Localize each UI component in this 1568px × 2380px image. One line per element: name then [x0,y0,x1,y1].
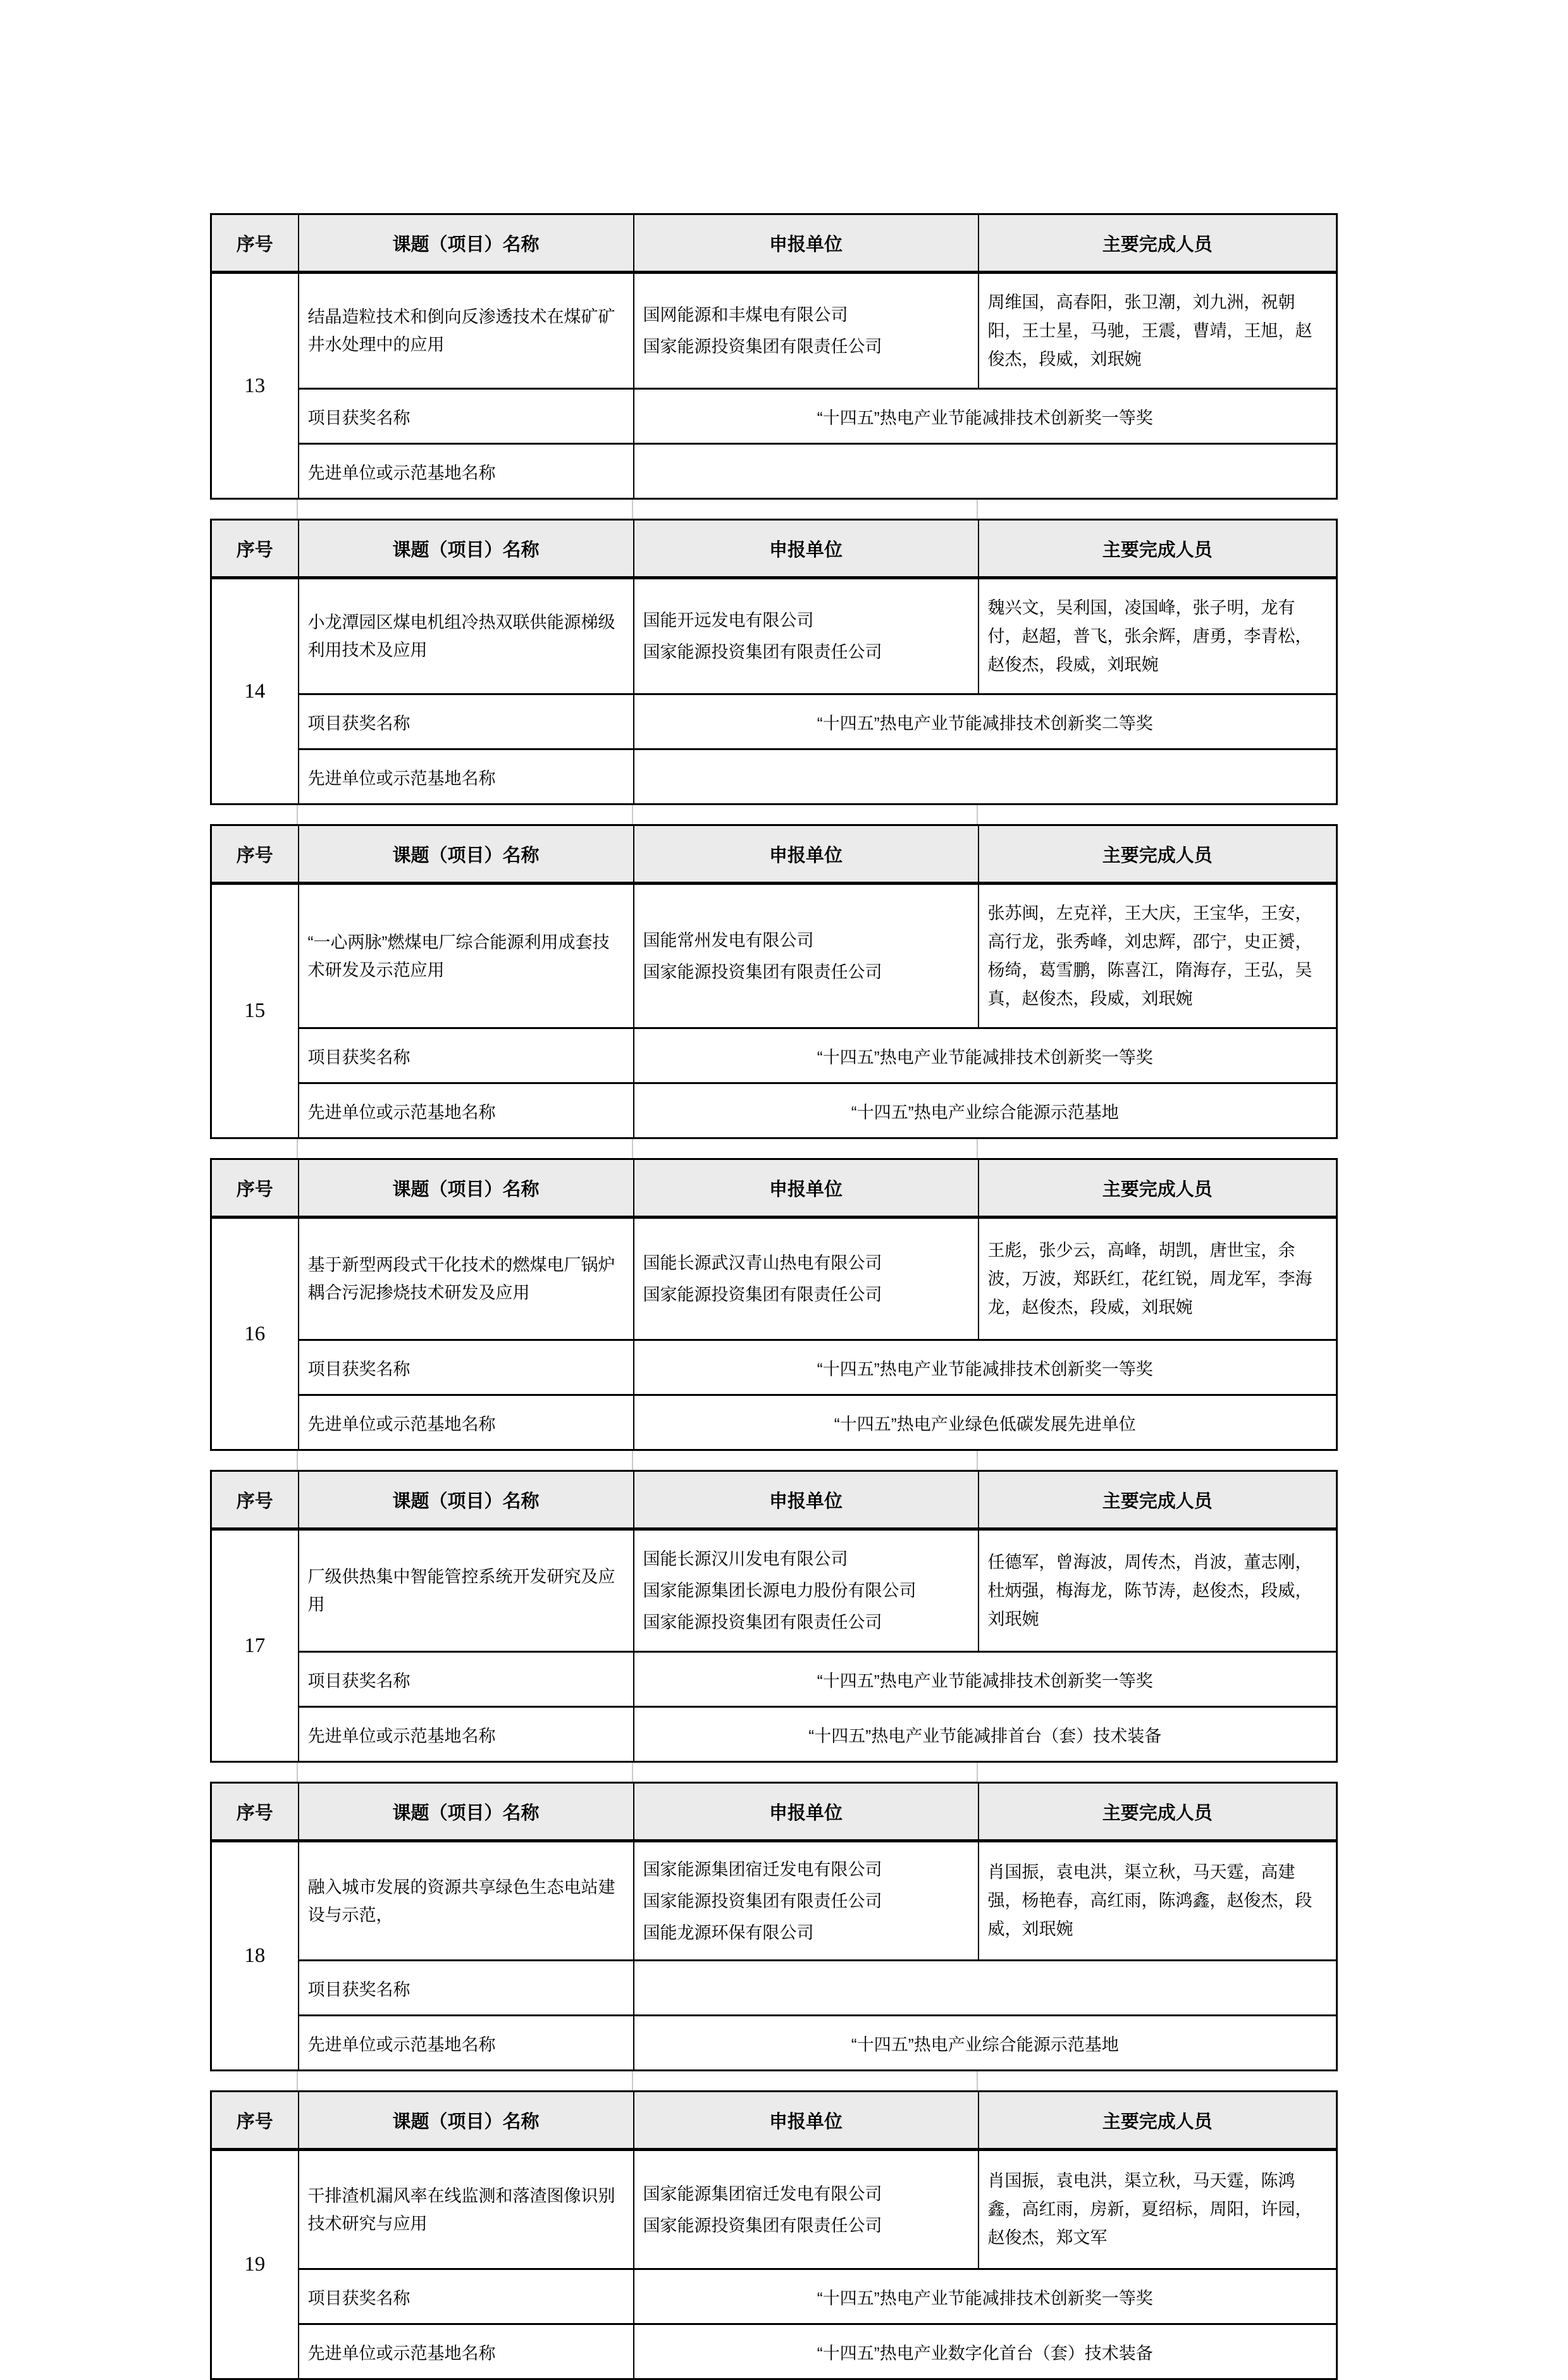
award-row-label: 项目获奖名称 [299,1961,634,2016]
company-line: 国家能源投资集团有限责任公司 [643,2216,882,2235]
advanced-name-cell: “十四五”热电产业绿色低碳发展先进单位 [634,1395,1337,1450]
header-serial: 序号 [211,825,299,884]
block-gap [210,2071,1336,2090]
header-serial: 序号 [211,2092,299,2150]
company-line: 国家能源投资集团有限责任公司 [643,1613,882,1632]
header-applicant: 申报单位 [634,2092,978,2150]
header-serial: 序号 [211,1159,299,1218]
company-line: 国网能源和丰煤电有限公司 [643,305,848,324]
award-row [211,1961,1337,2016]
award-row-label: 项目获奖名称 [299,694,634,749]
award-name-cell: “十四五”热电产业节能减排技术创新奖一等奖 [634,1652,1337,1707]
award-table-19 [210,2090,1338,2380]
table-header-row [211,214,1337,273]
header-applicant: 申报单位 [634,1783,978,1841]
award-row [211,1340,1337,1395]
company-line: 国家能源投资集团有限责任公司 [643,643,882,662]
project-name-cell: “一心两脉”燃煤电厂综合能源利用成套技术研发及示范应用 [299,884,634,1028]
table-header-row [211,1471,1337,1529]
header-applicant: 申报单位 [634,214,978,273]
project-name-cell: 小龙潭园区煤电机组冷热双联供能源梯级利用技术及应用 [299,578,634,694]
award-name-cell: “十四五”热电产业节能减排技术创新奖一等奖 [634,2269,1337,2324]
header-project-name: 课题（项目）名称 [299,2092,634,2150]
advanced-name-cell: “十四五”热电产业节能减排首台（套）技术装备 [634,1707,1337,1762]
advanced-row-label: 先进单位或示范基地名称 [299,1083,634,1138]
document-page [210,213,1336,2380]
advanced-row [211,444,1337,499]
personnel-cell: 肖国振，袁电洪，渠立秋，马天霆，陈鸿鑫，高红雨，房新，夏绍标，周阳，许园，赵俊杰，郑文军 [978,2150,1337,2269]
project-name-cell: 结晶造粒技术和倒向反渗透技术在煤矿矿井水处理中的应用 [299,273,634,389]
block-gap [210,1139,1336,1158]
advanced-name-cell [634,749,1337,805]
header-serial: 序号 [211,1471,299,1529]
header-applicant: 申报单位 [634,825,978,884]
serial-number: 15 [211,884,299,1138]
main-row [211,1841,1337,1961]
advanced-row-label: 先进单位或示范基地名称 [299,2324,634,2379]
header-project-name: 课题（项目）名称 [299,1471,634,1529]
applicant-companies-cell [634,273,978,389]
project-name-cell: 厂级供热集中智能管控系统开发研究及应用 [299,1529,634,1652]
header-serial: 序号 [211,520,299,578]
header-project-name: 课题（项目）名称 [299,1783,634,1841]
company-line: 国家能源投资集团有限责任公司 [643,1285,882,1304]
company-line: 国家能源投资集团有限责任公司 [643,337,882,356]
company-line: 国家能源集团长源电力股份有限公司 [643,1581,917,1600]
header-applicant: 申报单位 [634,520,978,578]
header-project-name: 课题（项目）名称 [299,825,634,884]
header-applicant: 申报单位 [634,1159,978,1218]
table-header-row [211,1159,1337,1218]
advanced-row-label: 先进单位或示范基地名称 [299,1395,634,1450]
award-row-label: 项目获奖名称 [299,1340,634,1395]
advanced-name-cell: “十四五”热电产业综合能源示范基地 [634,2016,1337,2071]
table-header-row [211,825,1337,884]
applicant-companies-cell [634,1529,978,1652]
applicant-companies-cell [634,2150,978,2269]
award-table-15 [210,824,1338,1139]
header-personnel: 主要完成人员 [978,825,1337,884]
personnel-cell: 魏兴文，吴利国，凌国峰，张子明，龙有付，赵超，普飞，张余辉，唐勇，李青松，赵俊杰，段威，刘珉婉 [978,578,1337,694]
advanced-row [211,1395,1337,1450]
applicant-companies-cell [634,1218,978,1340]
company-line: 国家能源集团宿迁发电有限公司 [643,1859,882,1879]
main-row [211,273,1337,389]
header-personnel: 主要完成人员 [978,1471,1337,1529]
header-serial: 序号 [211,214,299,273]
advanced-row-label: 先进单位或示范基地名称 [299,1707,634,1762]
company-line: 国能常州发电有限公司 [643,930,814,950]
serial-number: 18 [211,1841,299,2071]
award-row [211,1028,1337,1083]
table-header-row [211,520,1337,578]
header-project-name: 课题（项目）名称 [299,520,634,578]
table-header-row [211,2092,1337,2150]
header-applicant: 申报单位 [634,1471,978,1529]
award-table-18 [210,1782,1338,2071]
award-name-cell: “十四五”热电产业节能减排技术创新奖二等奖 [634,694,1337,749]
company-line: 国家能源集团宿迁发电有限公司 [643,2184,882,2204]
award-table-14 [210,519,1338,805]
award-row [211,694,1337,749]
personnel-cell: 周维国，高春阳，张卫潮，刘九洲，祝朝阳，王士星，马驰，王震，曹靖，王旭，赵俊杰，段威，刘珉婉 [978,273,1337,389]
company-line: 国家能源投资集团有限责任公司 [643,1891,882,1911]
advanced-row-label: 先进单位或示范基地名称 [299,444,634,499]
block-gap [210,1763,1336,1782]
award-name-cell: “十四五”热电产业节能减排技术创新奖一等奖 [634,389,1337,444]
project-name-cell: 干排渣机漏风率在线监测和落渣图像识别技术研究与应用 [299,2150,634,2269]
company-line: 国能龙源环保有限公司 [643,1923,814,1942]
company-line: 国能开远发电有限公司 [643,611,814,630]
main-row [211,1529,1337,1652]
award-name-cell: “十四五”热电产业节能减排技术创新奖一等奖 [634,1340,1337,1395]
award-row-label: 项目获奖名称 [299,1652,634,1707]
serial-number: 19 [211,2150,299,2379]
advanced-name-cell: “十四五”热电产业数字化首台（套）技术装备 [634,2324,1337,2379]
block-gap [210,1451,1336,1470]
award-table-16 [210,1158,1338,1451]
table-header-row [211,1783,1337,1841]
company-line: 国能长源汉川发电有限公司 [643,1550,848,1569]
header-personnel: 主要完成人员 [978,1783,1337,1841]
personnel-cell: 王彪，张少云，高峰，胡凯，唐世宝，余波，万波，郑跃红，花红锐，周龙军，李海龙，赵俊杰，段威，刘珉婉 [978,1218,1337,1340]
award-row-label: 项目获奖名称 [299,389,634,444]
header-project-name: 课题（项目）名称 [299,1159,634,1218]
award-row [211,2269,1337,2324]
advanced-row [211,2016,1337,2071]
header-personnel: 主要完成人员 [978,1159,1337,1218]
award-row-label: 项目获奖名称 [299,2269,634,2324]
advanced-row-label: 先进单位或示范基地名称 [299,2016,634,2071]
serial-number: 16 [211,1218,299,1450]
advanced-row [211,2324,1337,2379]
advanced-name-cell: “十四五”热电产业综合能源示范基地 [634,1083,1337,1138]
header-personnel: 主要完成人员 [978,2092,1337,2150]
award-row [211,1652,1337,1707]
award-row [211,389,1337,444]
personnel-cell: 张苏闽，左克祥，王大庆，王宝华，王安，高行龙，张秀峰，刘忠辉，邵宁，史正赟，杨绮，葛雪鹏，陈喜江，隋海存，王弘，吴真，赵俊杰，段威，刘珉婉 [978,884,1337,1028]
advanced-row-label: 先进单位或示范基地名称 [299,749,634,805]
main-row [211,578,1337,694]
project-name-cell: 基于新型两段式干化技术的燃煤电厂锅炉耦合污泥掺烧技术研发及应用 [299,1218,634,1340]
main-row [211,884,1337,1028]
main-row [211,1218,1337,1340]
award-name-cell: “十四五”热电产业节能减排技术创新奖一等奖 [634,1028,1337,1083]
serial-number: 13 [211,273,299,499]
project-name-cell: 融入城市发展的资源共享绿色生态电站建设与示范， [299,1841,634,1961]
main-row [211,2150,1337,2269]
award-row-label: 项目获奖名称 [299,1028,634,1083]
applicant-companies-cell [634,884,978,1028]
personnel-cell: 任德军，曾海波，周传杰，肖波，董志刚，杜炳强，梅海龙，陈节涛，赵俊杰，段威，刘珉婉 [978,1529,1337,1652]
personnel-cell: 肖国振，袁电洪，渠立秋，马天霆，高建强，杨艳春，高红雨，陈鸿鑫，赵俊杰，段威，刘珉婉 [978,1841,1337,1961]
header-project-name: 课题（项目）名称 [299,214,634,273]
advanced-row [211,1707,1337,1762]
company-line: 国家能源投资集团有限责任公司 [643,962,882,982]
serial-number: 17 [211,1529,299,1762]
advanced-row [211,1083,1337,1138]
company-line: 国能长源武汉青山热电有限公司 [643,1254,882,1273]
applicant-companies-cell [634,1841,978,1961]
header-serial: 序号 [211,1783,299,1841]
header-personnel: 主要完成人员 [978,520,1337,578]
block-gap [210,805,1336,824]
header-personnel: 主要完成人员 [978,214,1337,273]
advanced-row [211,749,1337,805]
award-table-17 [210,1470,1338,1763]
applicant-companies-cell [634,578,978,694]
award-name-cell [634,1961,1337,2016]
block-gap [210,500,1336,519]
advanced-name-cell [634,444,1337,499]
award-table-13 [210,213,1338,500]
serial-number: 14 [211,578,299,805]
